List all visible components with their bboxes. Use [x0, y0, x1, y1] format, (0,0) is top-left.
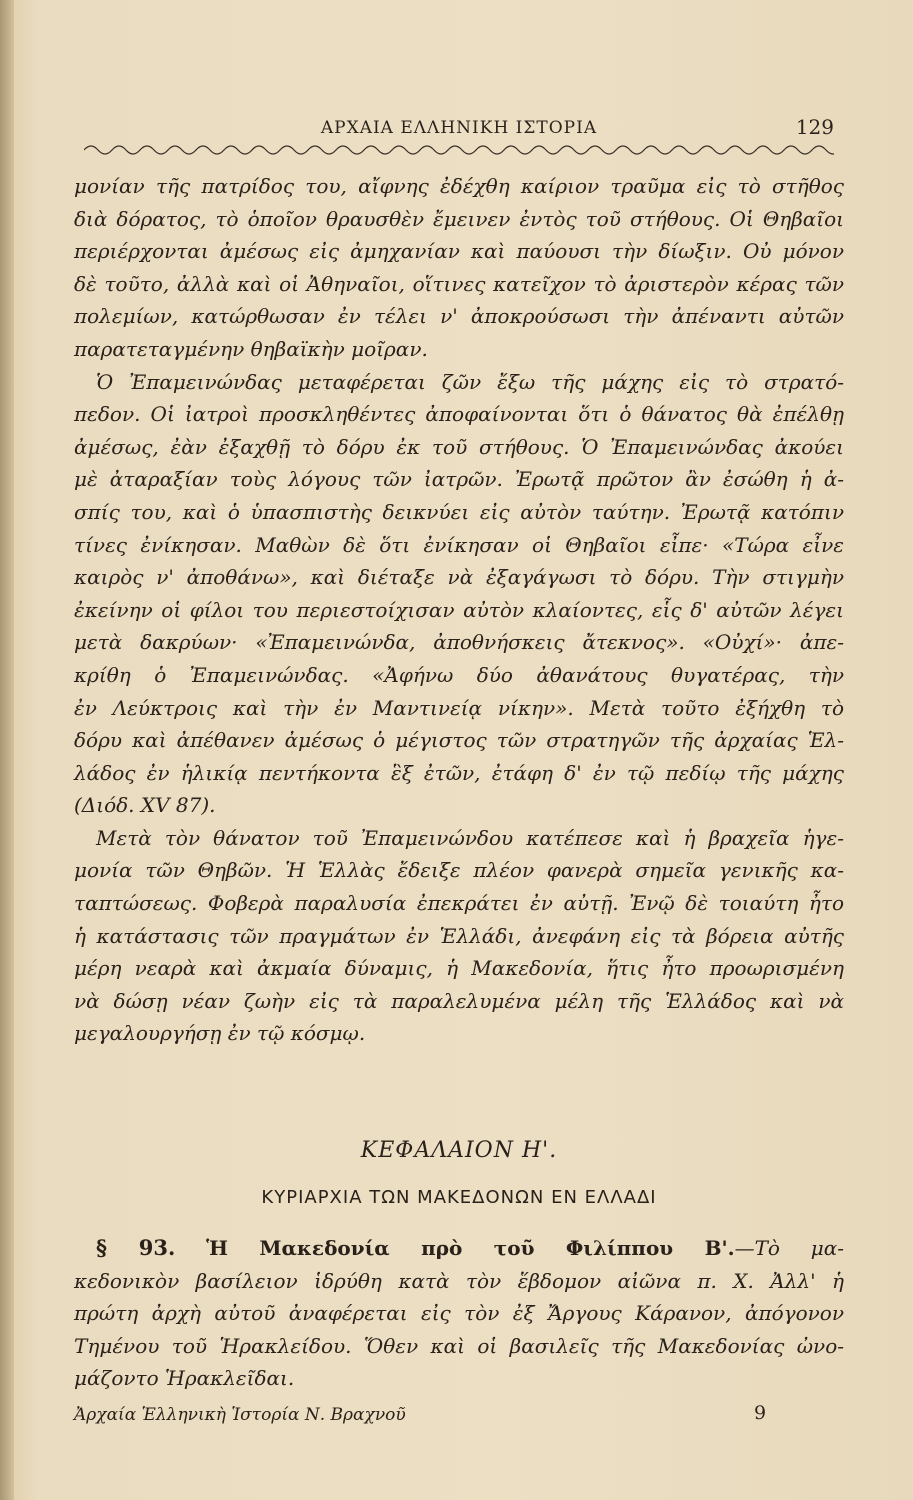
section-heading: ΚΥΡΙΑΡΧΙΑ ΤΩΝ ΜΑΚΕΔΟΝΩΝ ΕΝ ΕΛΛΑΔΙ: [261, 1187, 657, 1208]
page-number: 129: [795, 115, 834, 139]
text-line: μετὰ δακρύων· «Ἐπαμεινώνδα, ἀποθνήσκεις ἄτεκνος». «Οὐχί»· ἀπε-: [74, 630, 844, 655]
text-line: μεγαλουργήσῃ ἐν τῷ κόσμῳ.: [74, 1021, 366, 1046]
text-line: (Διόδ. ΧV 87).: [74, 793, 216, 818]
running-header: [84, 115, 834, 145]
text-line: σπίς του, καὶ ὁ ὑπασπιστὴς δεικνύει εἰς αὐτὸν ταύτην. Ἐρωτᾷ κατόπιν: [74, 499, 844, 524]
section-title: Ἡ Μακεδονία πρὸ τοῦ Φιλίππου Β'.: [206, 1236, 735, 1260]
signature-mark: 9: [754, 1402, 767, 1424]
text-line: περιέρχονται ἀμέσως εἰς ἀμηχανίαν καὶ παύουσι τὴν δίωξιν. Οὐ μόνον: [74, 239, 844, 264]
text-line: μονίαν τῆς πατρίδος του, αἴφνης ἐδέχθη καίριον τραῦμα εἰς τὸ στῆθος: [74, 174, 844, 198]
text-line: μέρη νεαρὰ καὶ ἀκμαία δύναμις, ἡ Μακεδονία, ἥτις ἦτο προωρισμένη: [74, 956, 844, 981]
text-line: δὲ τοῦτο, ἀλλὰ καὶ οἱ Ἀθηναῖοι, οἵτινες κατεῖχον τὸ ἀριστερὸν κέρας τῶν: [74, 271, 844, 296]
section-paragraph: [74, 1232, 844, 1395]
paragraph-1: [74, 170, 844, 366]
text-line: παρατεταγμένην θηβαϊκὴν μοῖραν.: [74, 336, 428, 361]
text-line: νὰ δώσῃ νέαν ζωὴν εἰς τὰ παραλελυμένα μέλη τῆς Ἑλλάδος καὶ νὰ: [74, 988, 844, 1013]
paragraph-3: [74, 822, 844, 1050]
text-line: ἐκείνην οἱ φίλοι του περιεστοίχισαν αὐτὸν κλαίοντες, εἷς δ' αὐτῶν λέγει: [74, 597, 844, 622]
text-line: πολεμίων, κατώρθωσαν ἐν τέλει ν' ἀποκρούσωσι τὴν ἀπέναντι αὐτῶν: [74, 304, 844, 329]
text-line: μονία τῶν Θηβῶν. Ἡ Ἑλλὰς ἔδειξε πλέον φανερὰ σημεῖα γενικῆς κα-: [74, 858, 844, 883]
decorative-wavy-rule: [84, 142, 834, 156]
text-line: πρώτη ἀρχὴ αὐτοῦ ἀναφέρεται εἰς τὸν ἐξ Ἄργους Κάρανον, ἀπόγονον: [74, 1301, 844, 1326]
text-line: καιρὸς ν' ἀποθάνω», καὶ διέταξε νὰ ἐξαγάγωσι τὸ δόρυ. Τὴν στιγμὴν: [74, 565, 844, 590]
text-line: μὲ ἀταραξίαν τοὺς λόγους τῶν ἰατρῶν. Ἐρωτᾷ πρῶτον ἂν ἐσώθη ἡ ἀ-: [74, 467, 844, 492]
text-line: δόρυ καὶ ἀπέθανεν ἀμέσως ὁ μέγιστος τῶν στρατηγῶν τῆς ἀρχαίας Ἑλ-: [74, 728, 844, 753]
text-line: Τημένου τοῦ Ἡρακλείδου. Ὅθεν καὶ οἱ βασιλεῖς τῆς Μακεδονίας ὠνο-: [74, 1333, 844, 1358]
text-line: ἐν Λεύκτροις καὶ τὴν ἐν Μαντινείᾳ νίκην». Μετὰ τοῦτο ἐξήχθη τὸ: [74, 695, 844, 720]
section-first-line: [74, 1232, 844, 1265]
text-line: Μετὰ τὸν θάνατον τοῦ Ἐπαμεινώνδου κατέπεσε καὶ ἡ βραχεῖα ἡγε-: [96, 825, 844, 850]
footer-text: Ἀρχαία Ἑλληνικὴ Ἱστορία Ν. Βραχνοῦ: [74, 1405, 406, 1425]
text-line: λάδος ἐν ἡλικίᾳ πεντήκοντα ἓξ ἐτῶν, ἐτάφη δ' ἐν τῷ πεδίῳ τῆς μάχης: [74, 760, 844, 785]
running-title: ΑΡΧΑΙΑ ΕΛΛΗΝΙΚΗ ΙΣΤΟΡΙΑ: [320, 118, 598, 138]
text-line: ἡ κατάστασις τῶν πραγμάτων ἐν Ἑλλάδι, ἀνεφάνη εἰς τὰ βόρεια αὐτῆς: [74, 923, 844, 948]
chapter-heading: ΚΕΦΑΛΑΙΟΝ Η'.: [360, 1138, 558, 1163]
text-line: μάζοντο Ἡρακλεῖδαι.: [74, 1366, 295, 1391]
paragraph-2: [74, 366, 844, 822]
text-line: Ὁ Ἐπαμεινώνδας μεταφέρεται ζῶν ἔξω τῆς μάχης εἰς τὸ στρατό-: [96, 369, 844, 394]
text-line: ταπτώσεως. Φοβερὰ παραλυσία ἐπεκράτει ἐν αὐτῇ. Ἐνῷ δὲ τοιαύτη ἦτο: [74, 891, 844, 916]
text-line: διὰ δόρατος, τὸ ὁποῖον θραυσθὲν ἔμεινεν ἐντὸς τοῦ στήθους. Οἱ Θηβαῖοι: [74, 206, 844, 231]
text-line: κρίθη ὁ Ἐπαμεινώνδας. «Ἀφήνω δύο ἀθανάτους θυγατέρας, τὴν: [74, 662, 844, 687]
text-line: κεδονικὸν βασίλειον ἱδρύθη κατὰ τὸν ἕβδομον αἰῶνα π. Χ. Ἀλλ' ἡ: [74, 1268, 844, 1293]
main-text: [74, 170, 844, 1050]
text-line: πεδον. Οἱ ἰατροὶ προσκληθέντες ἀποφαίνονται ὅτι ὁ θάνατος θὰ ἐπέλθῃ: [74, 402, 844, 427]
text-line: ἀμέσως, ἐὰν ἐξαχθῇ τὸ δόρυ ἐκ τοῦ στήθους. Ὁ Ἐπαμεινώνδας ἀκούει: [74, 434, 844, 459]
section-number: § 93.: [96, 1235, 176, 1260]
text-line: τίνες ἐνίκησαν. Μαθὼν δὲ ὅτι ἐνίκησαν οἱ Θηβαῖοι εἶπε· «Τώρα εἶνε: [74, 532, 844, 557]
section-first-line-rest: —Τὸ μα-: [734, 1236, 845, 1260]
page-binding-edge: [0, 0, 14, 1500]
